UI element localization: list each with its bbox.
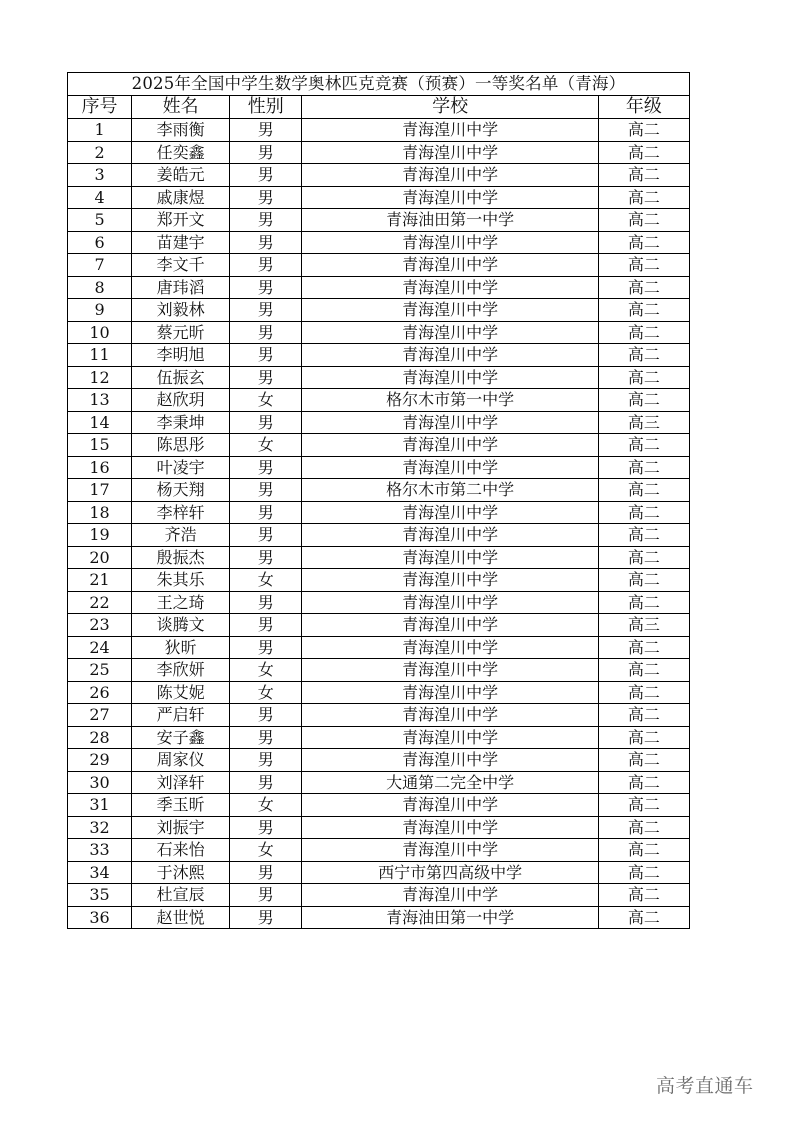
table-row bbox=[68, 906, 690, 929]
table-row bbox=[68, 794, 690, 817]
table-row bbox=[68, 434, 690, 457]
cell-sex: 男 bbox=[230, 726, 302, 749]
cell-school: 青海油田第一中学 bbox=[302, 209, 598, 232]
cell-school: 青海湟川中学 bbox=[302, 344, 598, 367]
cell-name: 杜宣辰 bbox=[132, 884, 230, 907]
cell-number: 9 bbox=[68, 299, 132, 322]
cell-grade: 高二 bbox=[598, 771, 689, 794]
cell-school: 青海湟川中学 bbox=[302, 726, 598, 749]
cell-school: 青海湟川中学 bbox=[302, 141, 598, 164]
cell-number: 34 bbox=[68, 861, 132, 884]
cell-name: 刘毅林 bbox=[132, 299, 230, 322]
cell-school: 青海湟川中学 bbox=[302, 816, 598, 839]
column-header-number: 序号 bbox=[68, 96, 132, 119]
cell-school: 青海湟川中学 bbox=[302, 524, 598, 547]
table-row bbox=[68, 546, 690, 569]
cell-name: 杨天翔 bbox=[132, 479, 230, 502]
cell-sex: 男 bbox=[230, 411, 302, 434]
cell-grade: 高二 bbox=[598, 479, 689, 502]
cell-number: 24 bbox=[68, 636, 132, 659]
cell-name: 齐浩 bbox=[132, 524, 230, 547]
cell-number: 16 bbox=[68, 456, 132, 479]
cell-sex: 女 bbox=[230, 839, 302, 862]
cell-number: 11 bbox=[68, 344, 132, 367]
table-row bbox=[68, 366, 690, 389]
cell-grade: 高二 bbox=[598, 276, 689, 299]
cell-school: 青海湟川中学 bbox=[302, 681, 598, 704]
cell-sex: 女 bbox=[230, 681, 302, 704]
table-row bbox=[68, 119, 690, 142]
table-row bbox=[68, 636, 690, 659]
cell-sex: 女 bbox=[230, 794, 302, 817]
cell-name: 赵世悦 bbox=[132, 906, 230, 929]
table-row bbox=[68, 456, 690, 479]
cell-name: 苗建宇 bbox=[132, 231, 230, 254]
cell-name: 陈艾妮 bbox=[132, 681, 230, 704]
cell-name: 戚康煜 bbox=[132, 186, 230, 209]
table-row bbox=[68, 321, 690, 344]
cell-number: 10 bbox=[68, 321, 132, 344]
cell-grade: 高二 bbox=[598, 794, 689, 817]
cell-sex: 男 bbox=[230, 209, 302, 232]
cell-school: 青海湟川中学 bbox=[302, 659, 598, 682]
cell-school: 青海湟川中学 bbox=[302, 546, 598, 569]
cell-grade: 高二 bbox=[598, 884, 689, 907]
cell-name: 任奕鑫 bbox=[132, 141, 230, 164]
cell-grade: 高二 bbox=[598, 299, 689, 322]
award-list-sheet bbox=[67, 72, 690, 929]
cell-sex: 男 bbox=[230, 524, 302, 547]
cell-sex: 男 bbox=[230, 276, 302, 299]
cell-school: 青海湟川中学 bbox=[302, 794, 598, 817]
cell-number: 5 bbox=[68, 209, 132, 232]
cell-grade: 高二 bbox=[598, 209, 689, 232]
cell-sex: 男 bbox=[230, 141, 302, 164]
cell-name: 唐玮滔 bbox=[132, 276, 230, 299]
cell-grade: 高二 bbox=[598, 344, 689, 367]
cell-name: 安子鑫 bbox=[132, 726, 230, 749]
table-row bbox=[68, 704, 690, 727]
table-row bbox=[68, 749, 690, 772]
cell-number: 2 bbox=[68, 141, 132, 164]
table-row bbox=[68, 839, 690, 862]
cell-school: 西宁市第四高级中学 bbox=[302, 861, 598, 884]
cell-grade: 高二 bbox=[598, 186, 689, 209]
table-row bbox=[68, 231, 690, 254]
table-row bbox=[68, 591, 690, 614]
cell-name: 李文千 bbox=[132, 254, 230, 277]
cell-grade: 高二 bbox=[598, 434, 689, 457]
cell-name: 李梓轩 bbox=[132, 501, 230, 524]
cell-name: 赵欣玥 bbox=[132, 389, 230, 412]
cell-grade: 高二 bbox=[598, 141, 689, 164]
cell-school: 格尔木市第一中学 bbox=[302, 389, 598, 412]
table-header-row bbox=[68, 96, 690, 119]
cell-school: 青海湟川中学 bbox=[302, 231, 598, 254]
cell-name: 刘泽轩 bbox=[132, 771, 230, 794]
table-row bbox=[68, 479, 690, 502]
table-row bbox=[68, 389, 690, 412]
cell-school: 青海湟川中学 bbox=[302, 636, 598, 659]
cell-sex: 男 bbox=[230, 816, 302, 839]
cell-school: 青海湟川中学 bbox=[302, 591, 598, 614]
cell-sex: 男 bbox=[230, 366, 302, 389]
cell-name: 狄昕 bbox=[132, 636, 230, 659]
cell-name: 严启轩 bbox=[132, 704, 230, 727]
cell-name: 伍振玄 bbox=[132, 366, 230, 389]
cell-number: 32 bbox=[68, 816, 132, 839]
cell-name: 季玉昕 bbox=[132, 794, 230, 817]
table-row bbox=[68, 276, 690, 299]
cell-number: 30 bbox=[68, 771, 132, 794]
table-row bbox=[68, 884, 690, 907]
cell-school: 青海湟川中学 bbox=[302, 456, 598, 479]
cell-sex: 女 bbox=[230, 569, 302, 592]
cell-grade: 高二 bbox=[598, 749, 689, 772]
cell-school: 青海湟川中学 bbox=[302, 839, 598, 862]
cell-name: 谈腾文 bbox=[132, 614, 230, 637]
cell-name: 陈思彤 bbox=[132, 434, 230, 457]
cell-school: 青海湟川中学 bbox=[302, 749, 598, 772]
cell-number: 26 bbox=[68, 681, 132, 704]
cell-sex: 男 bbox=[230, 591, 302, 614]
cell-number: 7 bbox=[68, 254, 132, 277]
cell-grade: 高二 bbox=[598, 726, 689, 749]
cell-sex: 男 bbox=[230, 299, 302, 322]
cell-school: 青海油田第一中学 bbox=[302, 906, 598, 929]
award-table bbox=[67, 72, 690, 929]
cell-sex: 男 bbox=[230, 884, 302, 907]
column-header-grade: 年级 bbox=[598, 96, 689, 119]
cell-number: 12 bbox=[68, 366, 132, 389]
cell-sex: 男 bbox=[230, 254, 302, 277]
cell-school: 青海湟川中学 bbox=[302, 164, 598, 187]
cell-grade: 高三 bbox=[598, 411, 689, 434]
cell-sex: 男 bbox=[230, 479, 302, 502]
cell-school: 青海湟川中学 bbox=[302, 186, 598, 209]
cell-name: 朱其乐 bbox=[132, 569, 230, 592]
cell-school: 青海湟川中学 bbox=[302, 434, 598, 457]
cell-name: 郑开文 bbox=[132, 209, 230, 232]
cell-sex: 男 bbox=[230, 749, 302, 772]
cell-grade: 高二 bbox=[598, 524, 689, 547]
cell-school: 格尔木市第二中学 bbox=[302, 479, 598, 502]
cell-school: 青海湟川中学 bbox=[302, 299, 598, 322]
cell-grade: 高二 bbox=[598, 164, 689, 187]
cell-name: 姜皓元 bbox=[132, 164, 230, 187]
cell-school: 青海湟川中学 bbox=[302, 614, 598, 637]
cell-sex: 男 bbox=[230, 861, 302, 884]
cell-grade: 高二 bbox=[598, 501, 689, 524]
cell-grade: 高二 bbox=[598, 906, 689, 929]
cell-name: 刘振宇 bbox=[132, 816, 230, 839]
column-header-school: 学校 bbox=[302, 96, 598, 119]
cell-name: 蔡元昕 bbox=[132, 321, 230, 344]
cell-number: 18 bbox=[68, 501, 132, 524]
table-row bbox=[68, 164, 690, 187]
cell-school: 青海湟川中学 bbox=[302, 884, 598, 907]
cell-school: 青海湟川中学 bbox=[302, 119, 598, 142]
cell-number: 14 bbox=[68, 411, 132, 434]
cell-grade: 高二 bbox=[598, 389, 689, 412]
cell-name: 李明旭 bbox=[132, 344, 230, 367]
cell-school: 青海湟川中学 bbox=[302, 254, 598, 277]
cell-grade: 高二 bbox=[598, 591, 689, 614]
cell-name: 石来怡 bbox=[132, 839, 230, 862]
cell-sex: 男 bbox=[230, 344, 302, 367]
cell-school: 青海湟川中学 bbox=[302, 276, 598, 299]
cell-number: 31 bbox=[68, 794, 132, 817]
table-row bbox=[68, 659, 690, 682]
cell-grade: 高二 bbox=[598, 569, 689, 592]
cell-name: 殷振杰 bbox=[132, 546, 230, 569]
cell-number: 4 bbox=[68, 186, 132, 209]
cell-number: 3 bbox=[68, 164, 132, 187]
cell-grade: 高二 bbox=[598, 704, 689, 727]
cell-number: 33 bbox=[68, 839, 132, 862]
cell-sex: 女 bbox=[230, 389, 302, 412]
cell-school: 大通第二完全中学 bbox=[302, 771, 598, 794]
cell-number: 22 bbox=[68, 591, 132, 614]
cell-sex: 男 bbox=[230, 321, 302, 344]
table-row bbox=[68, 816, 690, 839]
cell-sex: 男 bbox=[230, 614, 302, 637]
watermark: 高考直通车 bbox=[656, 1075, 754, 1097]
cell-school: 青海湟川中学 bbox=[302, 569, 598, 592]
cell-number: 8 bbox=[68, 276, 132, 299]
cell-number: 35 bbox=[68, 884, 132, 907]
cell-grade: 高三 bbox=[598, 614, 689, 637]
table-row bbox=[68, 411, 690, 434]
cell-number: 20 bbox=[68, 546, 132, 569]
cell-sex: 女 bbox=[230, 434, 302, 457]
table-row bbox=[68, 861, 690, 884]
cell-name: 李雨衡 bbox=[132, 119, 230, 142]
cell-grade: 高二 bbox=[598, 681, 689, 704]
cell-grade: 高二 bbox=[598, 119, 689, 142]
cell-sex: 男 bbox=[230, 771, 302, 794]
table-row bbox=[68, 501, 690, 524]
table-row bbox=[68, 344, 690, 367]
cell-sex: 男 bbox=[230, 704, 302, 727]
cell-grade: 高二 bbox=[598, 231, 689, 254]
cell-sex: 男 bbox=[230, 119, 302, 142]
cell-sex: 男 bbox=[230, 456, 302, 479]
cell-number: 17 bbox=[68, 479, 132, 502]
cell-number: 36 bbox=[68, 906, 132, 929]
cell-grade: 高二 bbox=[598, 816, 689, 839]
cell-grade: 高二 bbox=[598, 366, 689, 389]
table-row bbox=[68, 141, 690, 164]
table-row bbox=[68, 299, 690, 322]
table-title-row bbox=[68, 73, 690, 96]
table-row bbox=[68, 186, 690, 209]
cell-number: 29 bbox=[68, 749, 132, 772]
cell-number: 1 bbox=[68, 119, 132, 142]
cell-number: 23 bbox=[68, 614, 132, 637]
cell-school: 青海湟川中学 bbox=[302, 411, 598, 434]
table-body bbox=[68, 119, 690, 929]
table-title: 2025年全国中学生数学奥林匹克竞赛（预赛）一等奖名单（青海） bbox=[68, 73, 690, 96]
cell-number: 21 bbox=[68, 569, 132, 592]
cell-sex: 男 bbox=[230, 501, 302, 524]
column-header-name: 姓名 bbox=[132, 96, 230, 119]
table-row bbox=[68, 614, 690, 637]
cell-grade: 高二 bbox=[598, 546, 689, 569]
cell-grade: 高二 bbox=[598, 839, 689, 862]
cell-number: 19 bbox=[68, 524, 132, 547]
cell-grade: 高二 bbox=[598, 456, 689, 479]
cell-number: 28 bbox=[68, 726, 132, 749]
cell-number: 15 bbox=[68, 434, 132, 457]
cell-number: 27 bbox=[68, 704, 132, 727]
table-row bbox=[68, 524, 690, 547]
cell-grade: 高二 bbox=[598, 861, 689, 884]
cell-name: 王之琦 bbox=[132, 591, 230, 614]
cell-school: 青海湟川中学 bbox=[302, 366, 598, 389]
table-row bbox=[68, 209, 690, 232]
table-row bbox=[68, 254, 690, 277]
table-row bbox=[68, 681, 690, 704]
cell-sex: 男 bbox=[230, 906, 302, 929]
cell-number: 6 bbox=[68, 231, 132, 254]
cell-school: 青海湟川中学 bbox=[302, 321, 598, 344]
cell-name: 周家仪 bbox=[132, 749, 230, 772]
cell-name: 李欣妍 bbox=[132, 659, 230, 682]
cell-name: 李秉坤 bbox=[132, 411, 230, 434]
cell-name: 叶凌宇 bbox=[132, 456, 230, 479]
cell-name: 于沐熙 bbox=[132, 861, 230, 884]
cell-sex: 男 bbox=[230, 546, 302, 569]
cell-school: 青海湟川中学 bbox=[302, 501, 598, 524]
cell-grade: 高二 bbox=[598, 636, 689, 659]
cell-grade: 高二 bbox=[598, 321, 689, 344]
column-header-sex: 性别 bbox=[230, 96, 302, 119]
table-row bbox=[68, 771, 690, 794]
cell-number: 25 bbox=[68, 659, 132, 682]
cell-school: 青海湟川中学 bbox=[302, 704, 598, 727]
cell-sex: 女 bbox=[230, 659, 302, 682]
cell-sex: 男 bbox=[230, 164, 302, 187]
cell-grade: 高二 bbox=[598, 659, 689, 682]
cell-sex: 男 bbox=[230, 636, 302, 659]
table-row bbox=[68, 726, 690, 749]
cell-grade: 高二 bbox=[598, 254, 689, 277]
cell-sex: 男 bbox=[230, 186, 302, 209]
cell-number: 13 bbox=[68, 389, 132, 412]
table-row bbox=[68, 569, 690, 592]
cell-sex: 男 bbox=[230, 231, 302, 254]
